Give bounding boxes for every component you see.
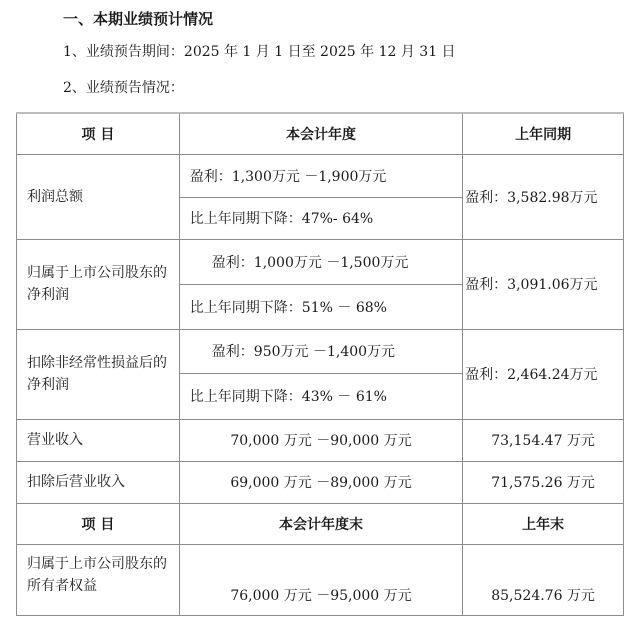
table-header-row xyxy=(17,113,624,154)
current-value: 69,000 万元 －89,000 万元 xyxy=(179,461,462,503)
current-change: 比上年同期下降：51% － 68% xyxy=(179,284,462,329)
item-label: 利润总额 xyxy=(17,154,180,239)
header-previous-period: 上年同期 xyxy=(463,113,624,154)
current-profit: 盈利：1,000万元 －1,500万元 xyxy=(179,239,462,284)
table-row xyxy=(17,329,624,373)
item-label: 归属于上市公司股东的所有者权益 xyxy=(17,544,180,615)
previous-value: 盈利：3,091.06万元 xyxy=(463,239,624,329)
section-title: 一、本期业绩预计情况 xyxy=(63,10,214,28)
header-previous-year-end: 上年末 xyxy=(463,503,624,544)
header-current-year: 本会计年度 xyxy=(179,113,462,154)
current-change: 比上年同期下降：43% － 61% xyxy=(179,373,462,419)
header-item: 项 目 xyxy=(17,503,180,544)
previous-value: 73,154.47 万元 xyxy=(463,419,624,461)
previous-value: 85,524.76 万元 xyxy=(463,544,624,615)
table-header-row-2 xyxy=(17,503,624,544)
previous-value: 71,575.26 万元 xyxy=(463,461,624,503)
forecast-table xyxy=(16,112,624,616)
current-value: 70,000 万元 －90,000 万元 xyxy=(179,419,462,461)
header-item: 项 目 xyxy=(17,113,180,154)
current-change: 比上年同期下降：47%- 64% xyxy=(179,197,462,239)
header-current-year-end: 本会计年度末 xyxy=(179,503,462,544)
forecast-period: 1、业绩预告期间：2025 年 1 月 1 日至 2025 年 12 月 31 日 xyxy=(63,44,456,60)
table-row xyxy=(17,239,624,284)
current-profit: 盈利：1,300万元 －1,900万元 xyxy=(179,154,462,197)
item-label: 营业收入 xyxy=(17,419,180,461)
table-row-revenue xyxy=(17,419,624,461)
item-label: 扣除后营业收入 xyxy=(17,461,180,503)
item-label: 扣除非经常性损益后的净利润 xyxy=(17,329,180,419)
item-label: 归属于上市公司股东的净利润 xyxy=(17,239,180,329)
table-row xyxy=(17,154,624,197)
current-profit: 盈利：950万元 －1,400万元 xyxy=(179,329,462,373)
previous-value: 盈利：3,582.98万元 xyxy=(463,154,624,239)
previous-value: 盈利：2,464.24万元 xyxy=(463,329,624,419)
current-value: 76,000 万元 －95,000 万元 xyxy=(179,544,462,615)
forecast-status-heading: 2、业绩预告情况： xyxy=(63,80,184,96)
table-row-revenue-adjusted xyxy=(17,461,624,503)
table-row-equity xyxy=(17,544,624,615)
